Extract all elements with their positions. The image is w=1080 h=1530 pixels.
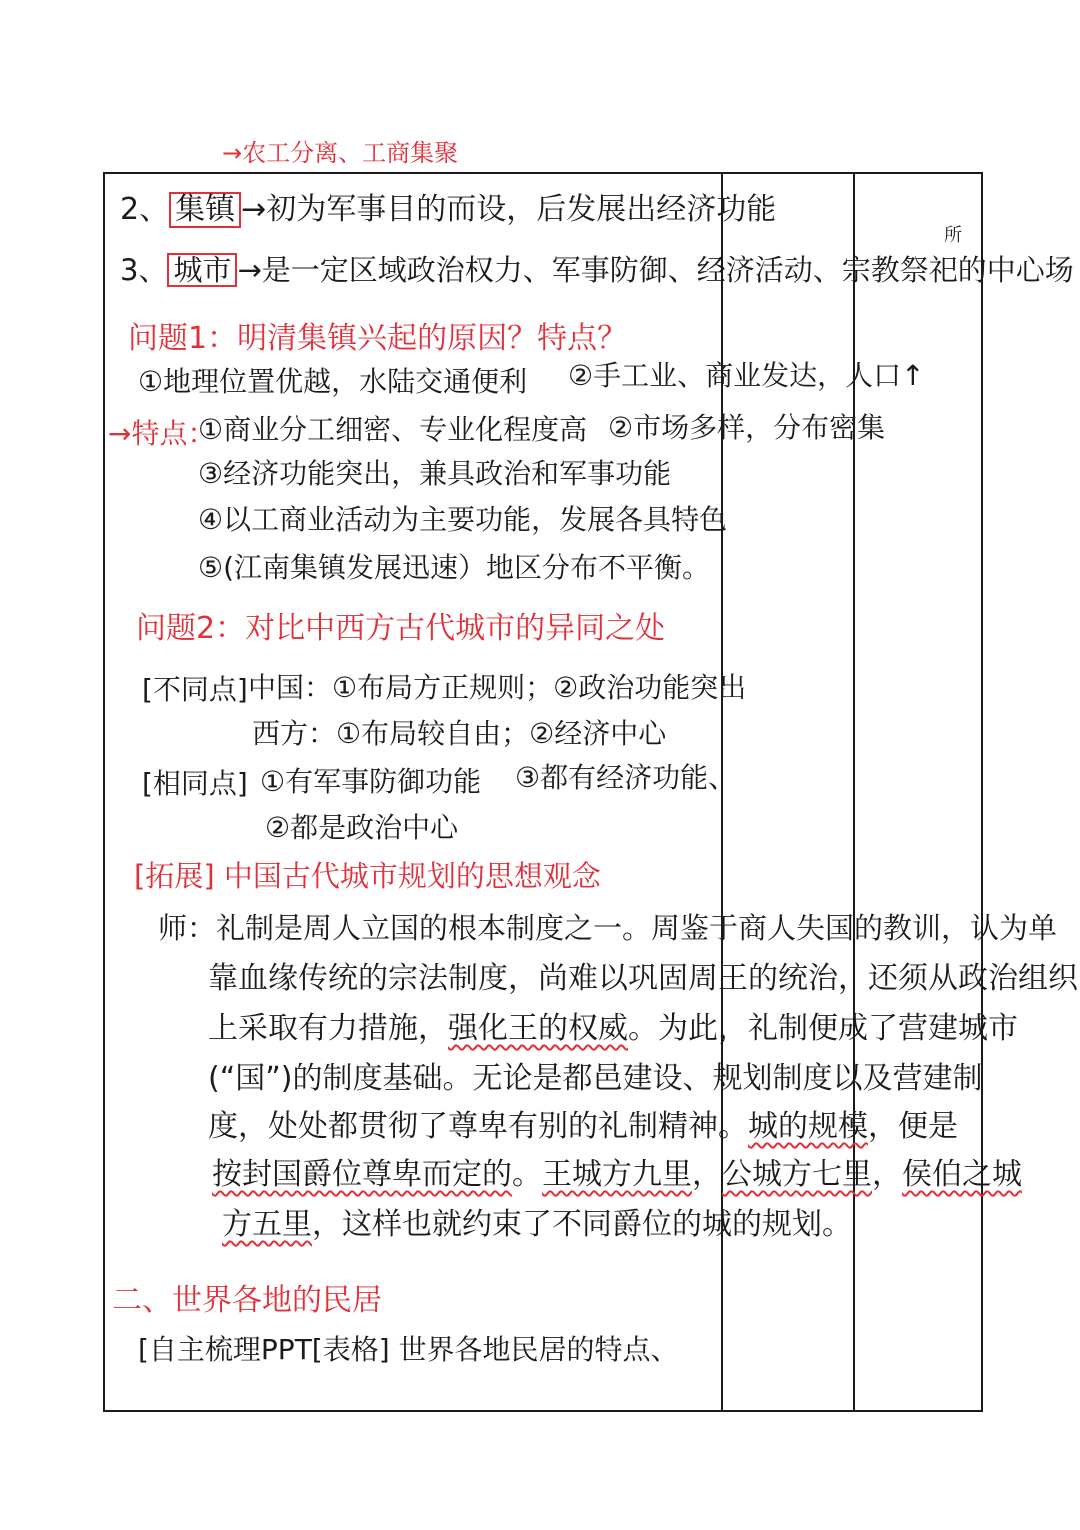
similarity-1: ①有军事防御功能 xyxy=(260,765,482,798)
section-2-note: [自主梳理PPT[表格] 世界各地民居的特点、 xyxy=(138,1333,679,1366)
item-number: 2、 xyxy=(120,192,170,227)
annotation-right: 所 xyxy=(944,225,962,246)
q1-answer-2: ②手工业、商业发达，人口↑ xyxy=(568,359,925,392)
feature-4: ④以工商业活动为主要功能，发展各具特色 xyxy=(198,503,728,536)
wavy-underlined-text: 方五里 xyxy=(222,1207,312,1242)
paragraph-line-1: 师：礼制是周人立国的根本制度之一。周鉴于商人失国的教训，认为单 xyxy=(158,911,1058,945)
feature-3: ③经济功能突出，兼具政治和军事功能 xyxy=(198,457,672,490)
features-label: →特点： xyxy=(108,417,216,450)
similarities-label: [相同点] xyxy=(142,767,248,800)
paragraph-line-5 xyxy=(208,1110,958,1145)
line-chengshi xyxy=(120,253,1074,287)
paragraph-line-6 xyxy=(212,1158,1022,1193)
text-run: 度，处处都贯彻了尊卑有别的礼制精神。 xyxy=(208,1109,748,1144)
text-run: 。为此，礼制便成了营建城市 xyxy=(628,1011,1018,1046)
line-text: →是一定区域政治权力、军事防御、经济活动、宗教祭祀的中心场 xyxy=(237,253,1074,287)
line-text: →初为军事目的而设，后发展出经济功能 xyxy=(241,192,777,227)
keyword-box: 集镇 xyxy=(169,192,241,228)
feature-2: ②市场多样，分布密集 xyxy=(608,411,886,444)
wavy-underlined-text: 强化王的权威 xyxy=(448,1011,628,1046)
question-1: 问题1：明清集镇兴起的原因？特点？ xyxy=(128,321,628,356)
feature-1: ①商业分工细密、专业化程度高 xyxy=(198,413,588,446)
paragraph-line-7 xyxy=(222,1208,852,1243)
difference-west: 西方：①布局较自由；②经济中心 xyxy=(252,717,667,750)
q1-answer-1: ①地理位置优越，水陆交通便利 xyxy=(138,365,528,398)
text-run: ，便是 xyxy=(868,1109,958,1144)
paragraph-line-2: 靠血缘传统的宗法制度，尚难以巩固周王的统治，还须从政治组织 xyxy=(208,961,1078,996)
text-run: ， xyxy=(692,1157,722,1192)
feature-5: ⑤(江南集镇发展迅速）地区分布不平衡。 xyxy=(198,551,711,584)
item-number: 3、 xyxy=(120,253,168,287)
question-2: 问题2：对比中西方古代城市的异同之处 xyxy=(136,611,666,646)
annotation-top: →农工分离、工商集聚 xyxy=(222,139,459,167)
wavy-underlined-text: 侯伯之城 xyxy=(902,1157,1022,1192)
wavy-underlined-text: 城的规模 xyxy=(748,1109,868,1144)
paragraph-line-3 xyxy=(208,1012,1018,1047)
similarity-3: ③都有经济功能、 xyxy=(515,761,737,794)
wavy-underlined-text: 按封国爵位尊卑而定的 xyxy=(212,1157,512,1192)
paragraph-line-4: (“国”)的制度基础。无论是都邑建设、规划制度以及营建制 xyxy=(208,1061,983,1096)
text-run: ，这样也就约束了不同爵位的城的规划。 xyxy=(312,1207,852,1242)
difference-china: 中国：①布局方正规则；②政治功能突出 xyxy=(248,671,747,704)
wavy-underlined-text: 王城方九里 xyxy=(542,1157,692,1192)
section-2-title: 二、世界各地的民居 xyxy=(112,1283,382,1318)
text-run: 上采取有力措施， xyxy=(208,1011,448,1046)
line-jizhen xyxy=(120,192,776,228)
column-divider-2 xyxy=(853,172,855,1412)
wavy-underlined-text: 公城方七里 xyxy=(722,1157,872,1192)
text-run: ， xyxy=(872,1157,902,1192)
differences-label: [不同点] xyxy=(142,673,248,706)
keyword-box: 城市 xyxy=(167,253,237,287)
extension-title: [拓展] 中国古代城市规划的思想观念 xyxy=(134,859,601,893)
similarity-2: ②都是政治中心 xyxy=(265,811,459,844)
text-run: 。 xyxy=(512,1157,542,1192)
